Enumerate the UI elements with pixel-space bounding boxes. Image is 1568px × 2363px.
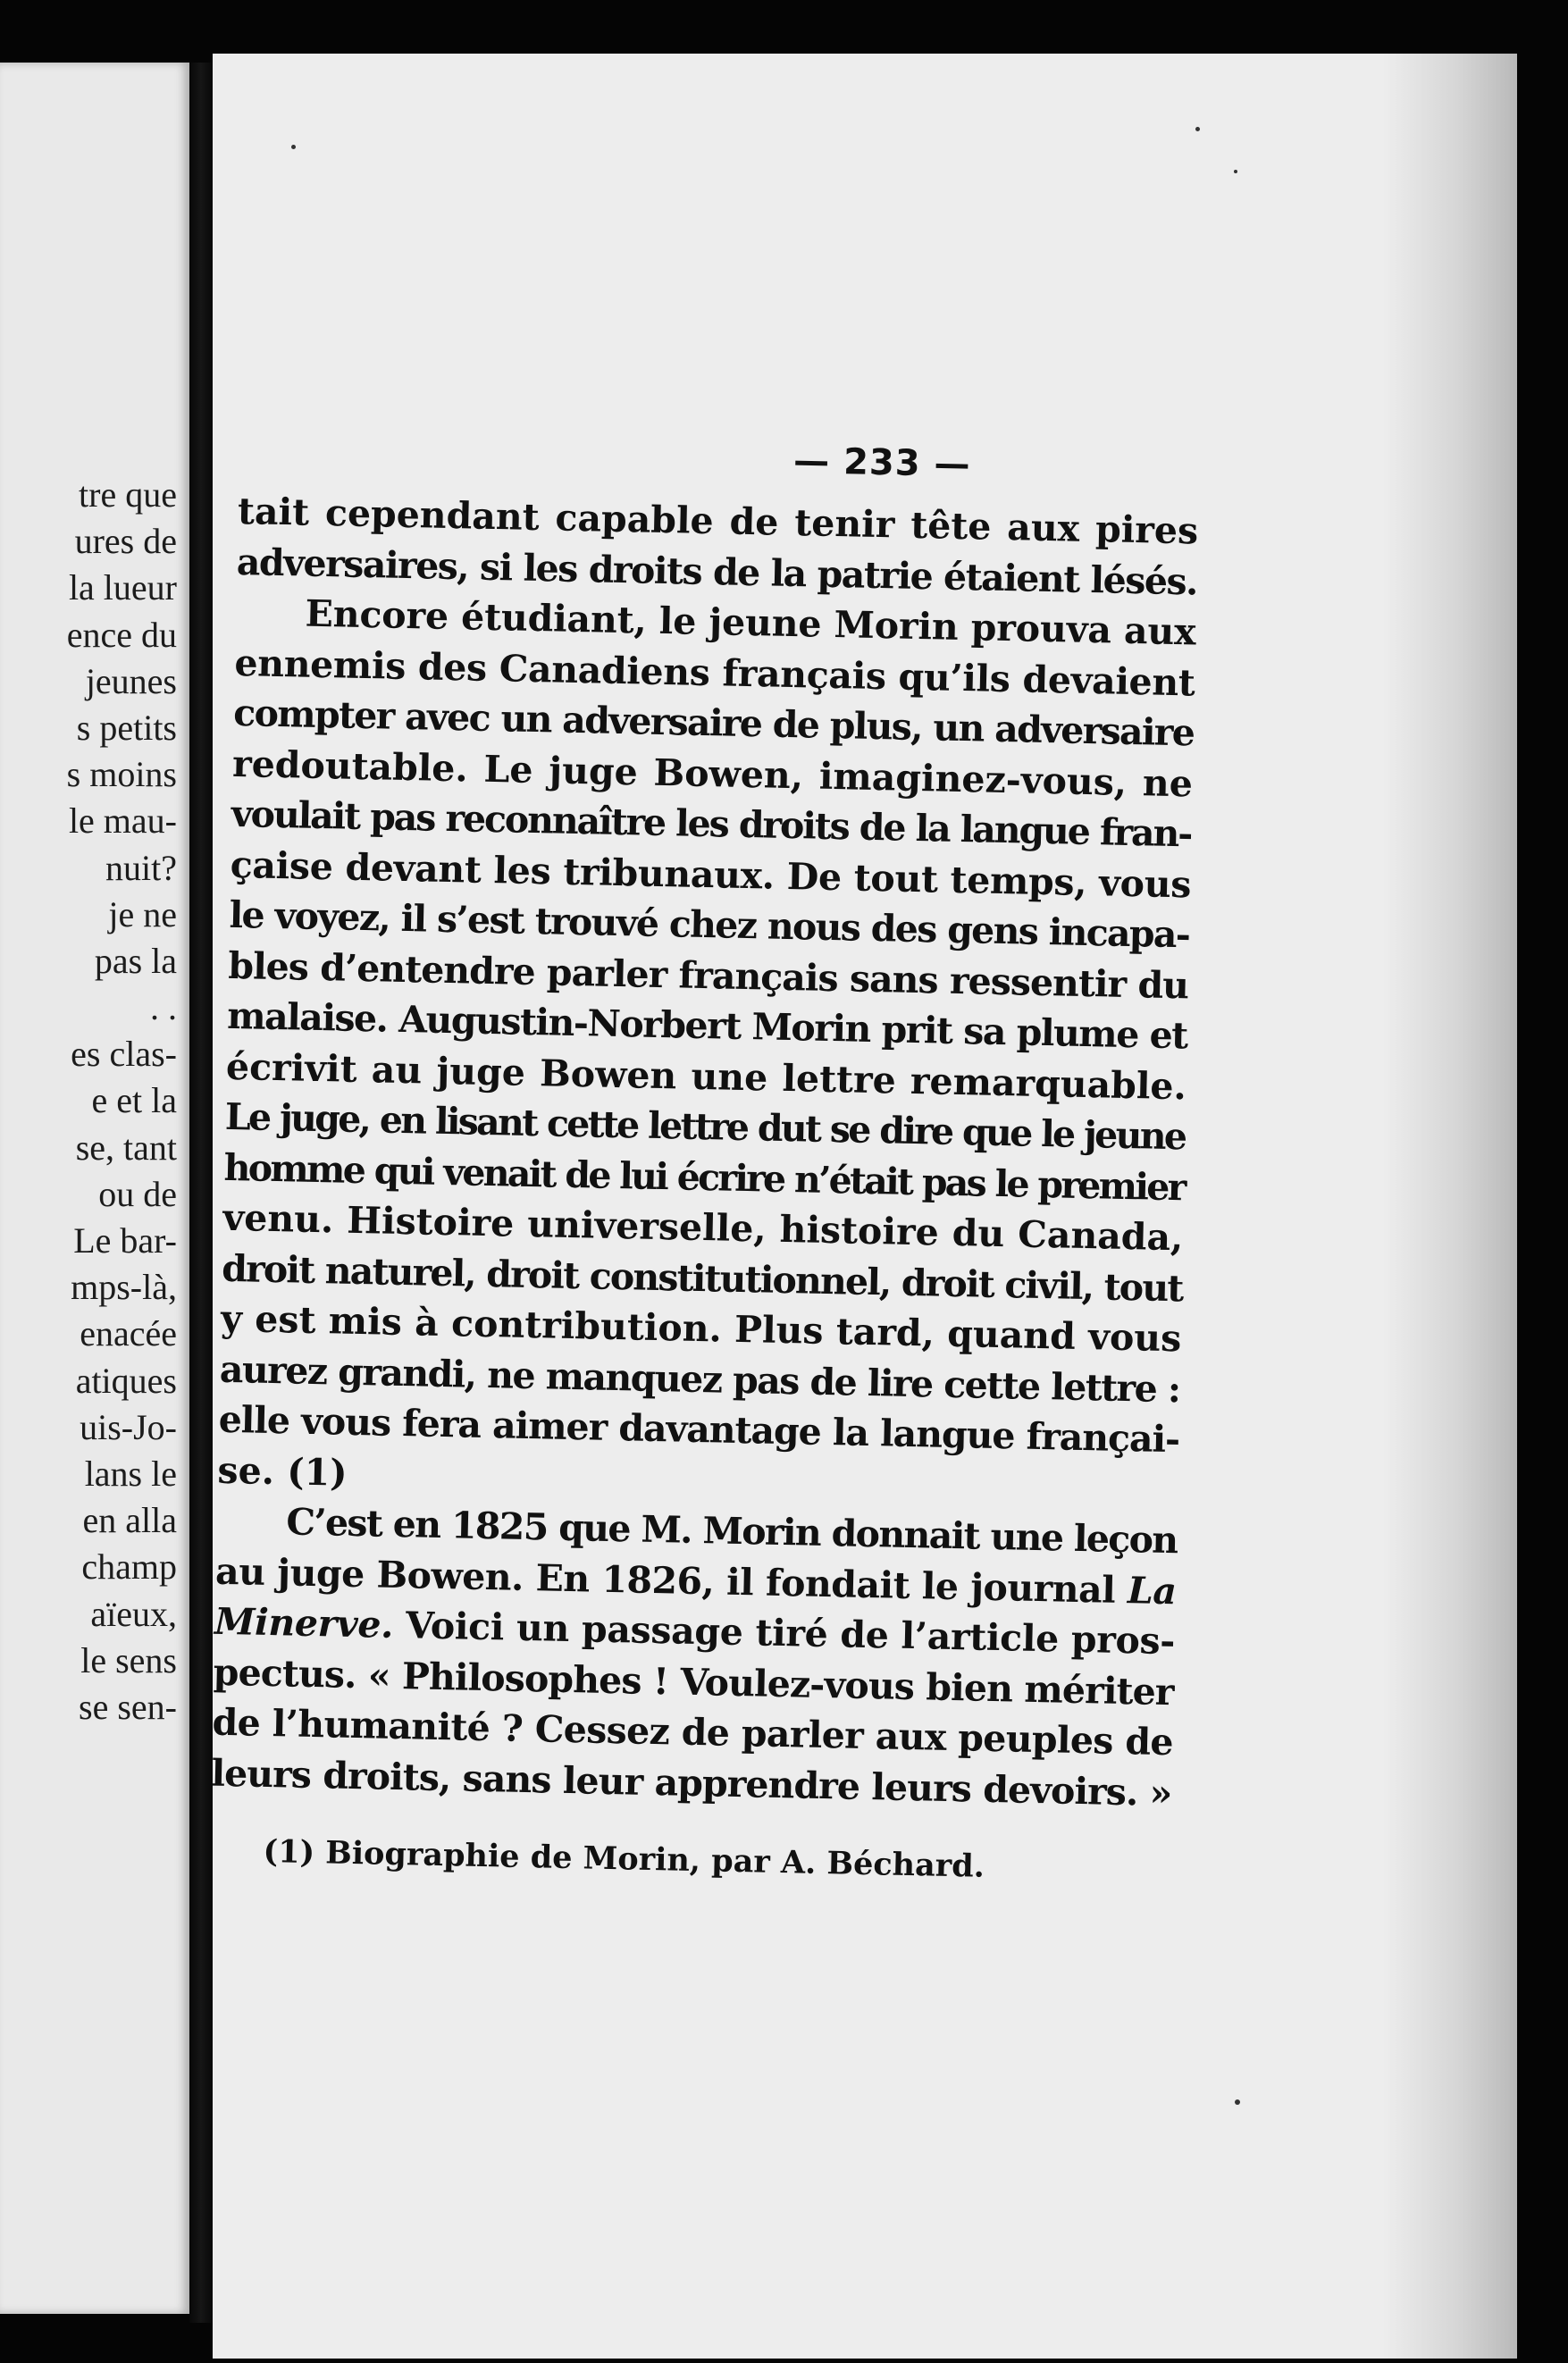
body-text	[211, 486, 1399, 1823]
book-gutter	[189, 63, 213, 2323]
previous-page-line: jeunes	[85, 660, 177, 701]
previous-page-line: se, tant	[75, 1127, 177, 1168]
previous-page-line: . .	[150, 987, 177, 1028]
text-line: le voyez, il s’est trouvé chez nous des gens incapa-	[229, 892, 1190, 957]
page-number: — 233 —	[792, 440, 971, 486]
previous-page-line: champ	[81, 1546, 177, 1588]
previous-page-line: atiques	[75, 1360, 177, 1401]
previous-page-line: ou de	[98, 1173, 177, 1214]
text-line: voulait pas reconnaître les droits de la langue fran-	[231, 792, 1192, 856]
previous-page-line: nuit?	[105, 847, 177, 888]
text-line: Encore étudiant, le jeune Morin prouva aux	[305, 591, 1196, 654]
dust-speck	[1195, 127, 1200, 131]
text-line: redoutable. Le juge Bowen, imaginez-vous, ne	[231, 742, 1194, 805]
previous-page-line: ures de	[74, 521, 177, 562]
text-line: çaise devant les tribunaux. De tout temps, vous	[230, 842, 1192, 906]
previous-page-line: en alla	[82, 1500, 177, 1541]
text-line: aurez grandi, ne manquez pas de lire cette lettre :	[219, 1347, 1180, 1411]
footnote: (1) Biographie de Morin, par A. Béchard.	[263, 1832, 985, 1885]
text-line: y est mis à contribution. Plus tard, quand vous	[220, 1296, 1182, 1361]
previous-page-line: la lueur	[68, 567, 177, 608]
text-line: droit naturel, droit constitutionnel, droit civil, tout	[221, 1246, 1183, 1310]
previous-page-line: le sens	[80, 1639, 177, 1680]
dust-speck	[291, 145, 296, 149]
text-line: Minerve. Voici un passage tiré de l’article pros-	[214, 1599, 1176, 1663]
page-content	[209, 429, 1400, 1893]
previous-page-line: le mau-	[68, 800, 177, 842]
previous-page	[0, 63, 189, 2314]
previous-page-line: lans le	[84, 1453, 177, 1494]
text-line: de l’humanité ? Cessez de parler aux peuples de	[212, 1700, 1174, 1764]
text-line: écrivit au juge Bowen une lettre remarquable.	[225, 1044, 1187, 1108]
previous-page-text	[67, 472, 177, 1730]
text-line: C’est en 1825 que M. Morin donnait une leçon	[285, 1500, 1178, 1563]
text-line: tait cependant capable de tenir tête aux pires	[237, 489, 1199, 553]
text-line: se. (1)	[217, 1448, 348, 1495]
text-line: Le juge, en lisant cette lettre dut se dire que le jeune	[224, 1094, 1186, 1159]
previous-page-line: uis-Jo-	[80, 1406, 177, 1447]
current-page	[210, 54, 1517, 2359]
text-line: au juge Bowen. En 1826, il fondait le journal La	[214, 1549, 1177, 1613]
text-line: ennemis des Canadiens français qu’ils devaient	[234, 641, 1195, 704]
previous-page-line: se sen-	[79, 1686, 177, 1727]
journal-title: La	[1127, 1568, 1177, 1613]
text-line: leurs droits, sans leur apprendre leurs devoirs. »	[210, 1751, 1172, 1814]
previous-page-line: pas la	[94, 940, 177, 981]
previous-page-line: je ne	[108, 893, 177, 934]
text-line: pectus. « Philosophes ! Voulez-vous bien mériter	[213, 1650, 1175, 1714]
paragraph	[217, 587, 1397, 1520]
previous-page-line: es clas-	[71, 1034, 177, 1075]
text-line: venu. Histoire universelle, histoire du Canada,	[222, 1195, 1184, 1260]
text-line: malaise. Augustin-Norbert Morin prit sa plume et	[226, 993, 1188, 1058]
previous-page-line: enacée	[80, 1313, 177, 1354]
previous-page-line: s petits	[76, 707, 177, 748]
page-edge-shading	[1383, 54, 1517, 2359]
dust-speck	[1234, 170, 1237, 173]
previous-page-line: tre que	[79, 474, 177, 515]
text-line: bles d’entendre parler français sans ressentir du	[227, 943, 1189, 1007]
dust-speck	[1235, 2099, 1240, 2105]
journal-title: Minerve.	[214, 1599, 394, 1647]
paragraph	[211, 1496, 1379, 1823]
previous-page-line: aïeux,	[90, 1593, 177, 1634]
text-line: compter avec un adversaire de plus, un adversaire	[232, 691, 1195, 755]
previous-page-line: ence du	[66, 614, 177, 655]
previous-page-line: e et la	[91, 1080, 177, 1121]
text-line: homme qui venait de lui écrire n’était pas le premier	[223, 1145, 1186, 1209]
previous-page-line: Le bar-	[73, 1220, 177, 1261]
text-line: elle vous fera aimer davantage la langue françai-	[218, 1397, 1180, 1462]
previous-page-line: s moins	[66, 754, 177, 795]
previous-page-line: mps-là,	[71, 1267, 177, 1308]
text-line: adversaires, si les droits de la patrie étaient lésés.	[236, 540, 1198, 603]
